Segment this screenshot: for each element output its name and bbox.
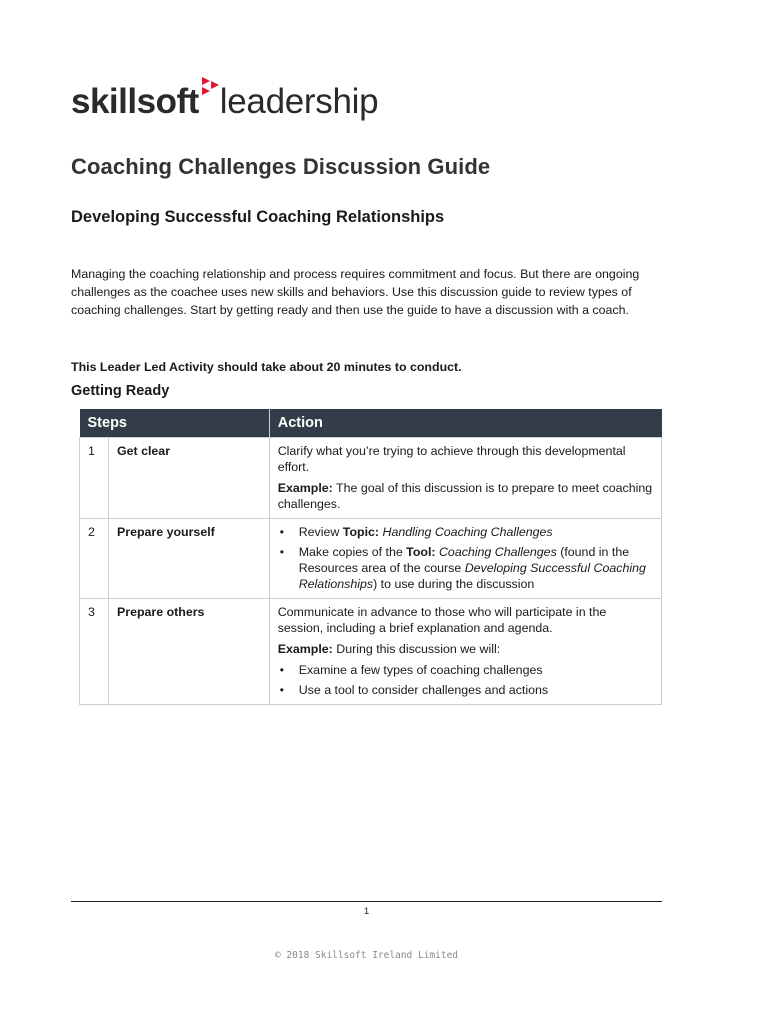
- step-number: 3: [80, 598, 109, 704]
- bullet-bold-text: Topic:: [342, 524, 380, 539]
- table-row: [80, 598, 662, 704]
- duration-note: This Leader Led Activity should take about 20 minutes to conduct.: [71, 360, 462, 374]
- header-action: Action: [269, 409, 661, 437]
- logo-arrows-icon: [200, 75, 222, 99]
- action-paragraph: Clarify what you’re trying to achieve through this developmental effort.: [277, 443, 626, 474]
- bullet-text: ) to use during the discussion: [373, 576, 535, 591]
- step-number: 1: [80, 437, 109, 518]
- table-row: [80, 518, 662, 598]
- bullet-italic-text: Coaching Challenges: [435, 544, 557, 559]
- step-action: [269, 518, 661, 598]
- step-name: Prepare yourself: [108, 518, 269, 598]
- bullet-text: Make copies of the: [298, 544, 407, 559]
- step-name: Prepare others: [108, 598, 269, 704]
- list-item: • Examine a few types of coaching challenges: [278, 662, 653, 678]
- example-label: Example:: [277, 480, 333, 495]
- header-steps: Steps: [80, 409, 270, 437]
- list-item: [278, 544, 653, 592]
- intro-paragraph: Managing the coaching relationship and process requires commitment and focus. But there are ongoing challenges as the coachee uses new skills and behaviors. Use this discussion guide to review types of coaching challenges. Start by getting ready and then use the guide to have a discussion with a coach.: [71, 267, 640, 317]
- section-heading-getting-ready: Getting Ready: [71, 383, 170, 399]
- action-example: [278, 641, 653, 657]
- logo-product-text: leadership: [219, 82, 379, 121]
- example-label: Example:: [277, 641, 333, 656]
- step-name: Get clear: [108, 437, 269, 518]
- step-number: 2: [80, 518, 109, 598]
- action-paragraph: Communicate in advance to those who will participate in the session, including a brief explanation and agenda.: [277, 604, 607, 635]
- footer-divider: [71, 901, 662, 902]
- action-bullet-list: [278, 524, 653, 592]
- table-header-row: [80, 409, 662, 437]
- list-item: • Use a tool to consider challenges and actions: [278, 682, 653, 698]
- table-row: [80, 437, 662, 518]
- logo-brand-text: skillsoft: [71, 82, 199, 121]
- example-text: During this discussion we will:: [332, 641, 501, 656]
- bullet-text: (found in the Resources area of the course: [298, 544, 630, 575]
- getting-ready-table: [79, 409, 662, 705]
- list-item: [278, 524, 653, 540]
- action-bullet-list: [278, 662, 653, 698]
- bullet-italic-text: Developing Successful Coaching Relationships: [298, 560, 646, 591]
- bullet-italic-text: Handling Coaching Challenges: [379, 524, 553, 539]
- action-example: [278, 480, 653, 512]
- document-subtitle: Developing Successful Coaching Relationships: [71, 208, 445, 226]
- example-text: The goal of this discussion is to prepare to meet coaching challenges.: [277, 480, 653, 511]
- bullet-text: Review: [298, 524, 343, 539]
- skillsoft-leadership-logo: [71, 82, 378, 128]
- step-action: [269, 437, 661, 518]
- document-title: Coaching Challenges Discussion Guide: [71, 154, 491, 179]
- copyright-notice: © 2018 Skillsoft Ireland Limited: [274, 950, 459, 961]
- page-number: 1: [363, 906, 370, 917]
- bullet-bold-text: Tool:: [406, 544, 436, 559]
- step-action: [269, 598, 661, 704]
